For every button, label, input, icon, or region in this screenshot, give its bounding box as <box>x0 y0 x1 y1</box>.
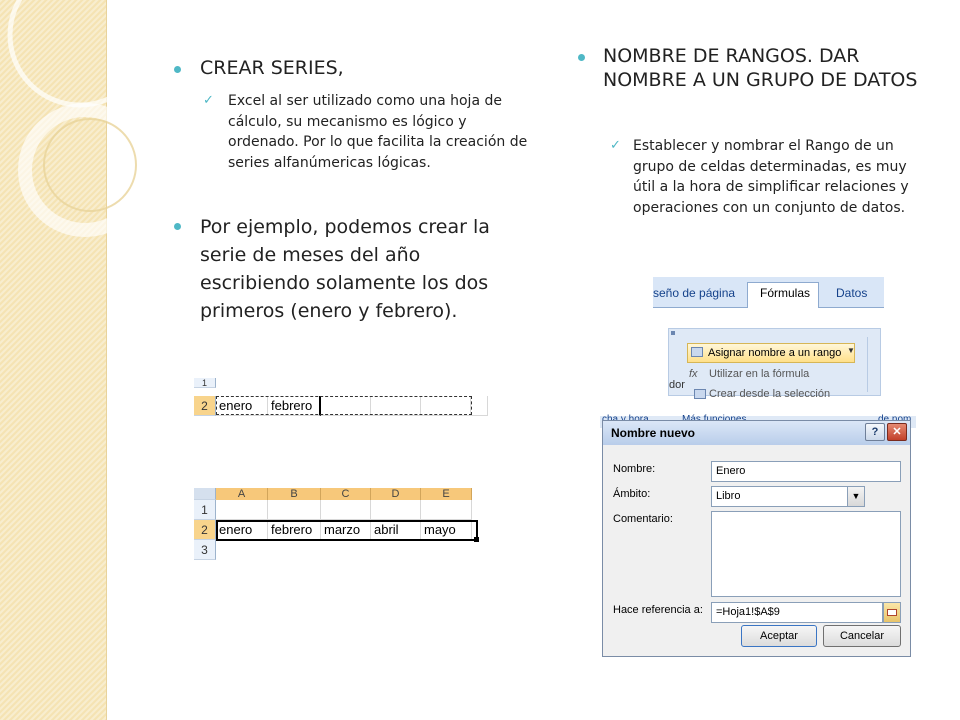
close-button[interactable]: ✕ <box>887 423 907 441</box>
decorative-sidebar <box>0 0 107 720</box>
reference-label: Hace referencia a: <box>613 604 703 616</box>
reference-input[interactable]: =Hoja1!$A$9 <box>711 602 883 623</box>
assign-name-button[interactable] <box>687 343 855 363</box>
row-header: 2 <box>194 396 216 416</box>
tab-formulas[interactable]: Fórmulas <box>760 286 811 300</box>
column-header[interactable]: C <box>321 488 371 500</box>
column-header[interactable]: B <box>268 488 321 500</box>
heading-crear-series: CREAR SERIES, <box>200 57 344 79</box>
comment-textarea[interactable] <box>711 511 901 597</box>
crear-series-description: Excel al ser utilizado como una hoja de cálculo, su mecanismo es lógico y ordenado. Por lo que facilita la creación de series alfanúmericas lógicas. <box>228 93 528 171</box>
cell-c2[interactable]: marzo <box>321 520 371 540</box>
dialog-title-bar <box>603 421 910 445</box>
name-manager-icon <box>691 347 703 357</box>
sheet-fragment-1 <box>194 378 488 422</box>
cell-b2[interactable]: febrero <box>268 520 321 540</box>
scope-value: Libro <box>716 490 741 502</box>
row-header: 1 <box>194 378 216 388</box>
sheet-fragment-2 <box>194 488 488 557</box>
collapse-range-icon[interactable] <box>883 602 901 623</box>
ribbon-dot <box>671 331 675 335</box>
scope-label: Ámbito: <box>613 488 651 500</box>
column-header[interactable]: E <box>421 488 472 500</box>
cell-f2[interactable] <box>471 396 488 416</box>
selection-outline <box>216 396 472 415</box>
cell-a1[interactable] <box>216 500 268 520</box>
ribbon-left-fragment: dor <box>669 379 685 391</box>
cell-b2[interactable]: febrero <box>268 396 321 416</box>
bullet-dot-icon <box>174 66 181 73</box>
create-from-selection-icon <box>694 389 706 399</box>
checkmark-icon: ✓ <box>610 138 621 153</box>
comment-label: Comentario: <box>613 513 673 525</box>
column-header[interactable]: D <box>371 488 421 500</box>
bullet-dot-icon <box>578 54 585 61</box>
formula-icon: fx <box>689 368 698 380</box>
nombre-rangos-description: Establecer y nombrar el Rango de un grupo de celdas determinadas, es muy útil a la hora de simplificar relaciones y operaciones con un conjunto de datos. <box>633 138 909 216</box>
row-header: 2 <box>194 520 216 540</box>
row-header: 3 <box>194 540 216 560</box>
cancel-button[interactable]: Cancelar <box>823 625 901 647</box>
tab-diseno-pagina[interactable]: seño de página <box>653 286 736 300</box>
cell-b1[interactable] <box>268 500 321 520</box>
column-header[interactable]: A <box>216 488 268 500</box>
ribbon-defined-names-group <box>668 328 881 400</box>
tab-datos[interactable]: Datos <box>836 286 868 300</box>
decorative-circles <box>0 0 106 720</box>
accept-button[interactable]: Aceptar <box>741 625 817 647</box>
cell-d1[interactable] <box>371 500 421 520</box>
cell-e1[interactable] <box>421 500 472 520</box>
example-text: Por ejemplo, podemos crear la serie de meses del año escribiendo solamente los dos primeros (enero y febrero). <box>200 216 490 322</box>
heading-nombre-de-rangos: NOMBRE DE RANGOS. DAR NOMBRE A UN GRUPO DE DATOS <box>603 45 918 91</box>
selection-outline <box>216 520 478 541</box>
corner-cell <box>194 488 216 500</box>
dialog-title: Nombre nuevo <box>611 426 696 440</box>
create-from-selection-label[interactable]: Crear desde la selección <box>709 388 831 400</box>
dropdown-arrow-icon: ▼ <box>847 346 855 355</box>
cell-e2[interactable]: mayo <box>421 520 472 540</box>
cell-a2[interactable]: enero <box>216 396 268 416</box>
bullet-dot-icon <box>174 223 181 230</box>
assign-name-label: Asignar nombre a un rango <box>708 347 842 359</box>
chevron-down-icon[interactable]: ▼ <box>847 487 864 506</box>
cell-c1[interactable] <box>321 500 371 520</box>
fill-handle[interactable] <box>474 537 479 542</box>
scope-select[interactable] <box>711 486 865 507</box>
name-label: Nombre: <box>613 463 656 475</box>
checkmark-icon: ✓ <box>203 93 214 108</box>
use-in-formula-label[interactable]: Utilizar en la fórmula <box>709 368 810 380</box>
cell-d2[interactable]: abril <box>371 520 421 540</box>
ribbon-tab-bar <box>653 277 884 308</box>
help-button[interactable]: ? <box>865 423 885 441</box>
ribbon-divider <box>867 337 868 392</box>
cell-a2[interactable]: enero <box>216 520 268 540</box>
row-header: 1 <box>194 500 216 520</box>
name-input[interactable]: Enero <box>711 461 901 482</box>
new-name-dialog <box>602 420 911 657</box>
